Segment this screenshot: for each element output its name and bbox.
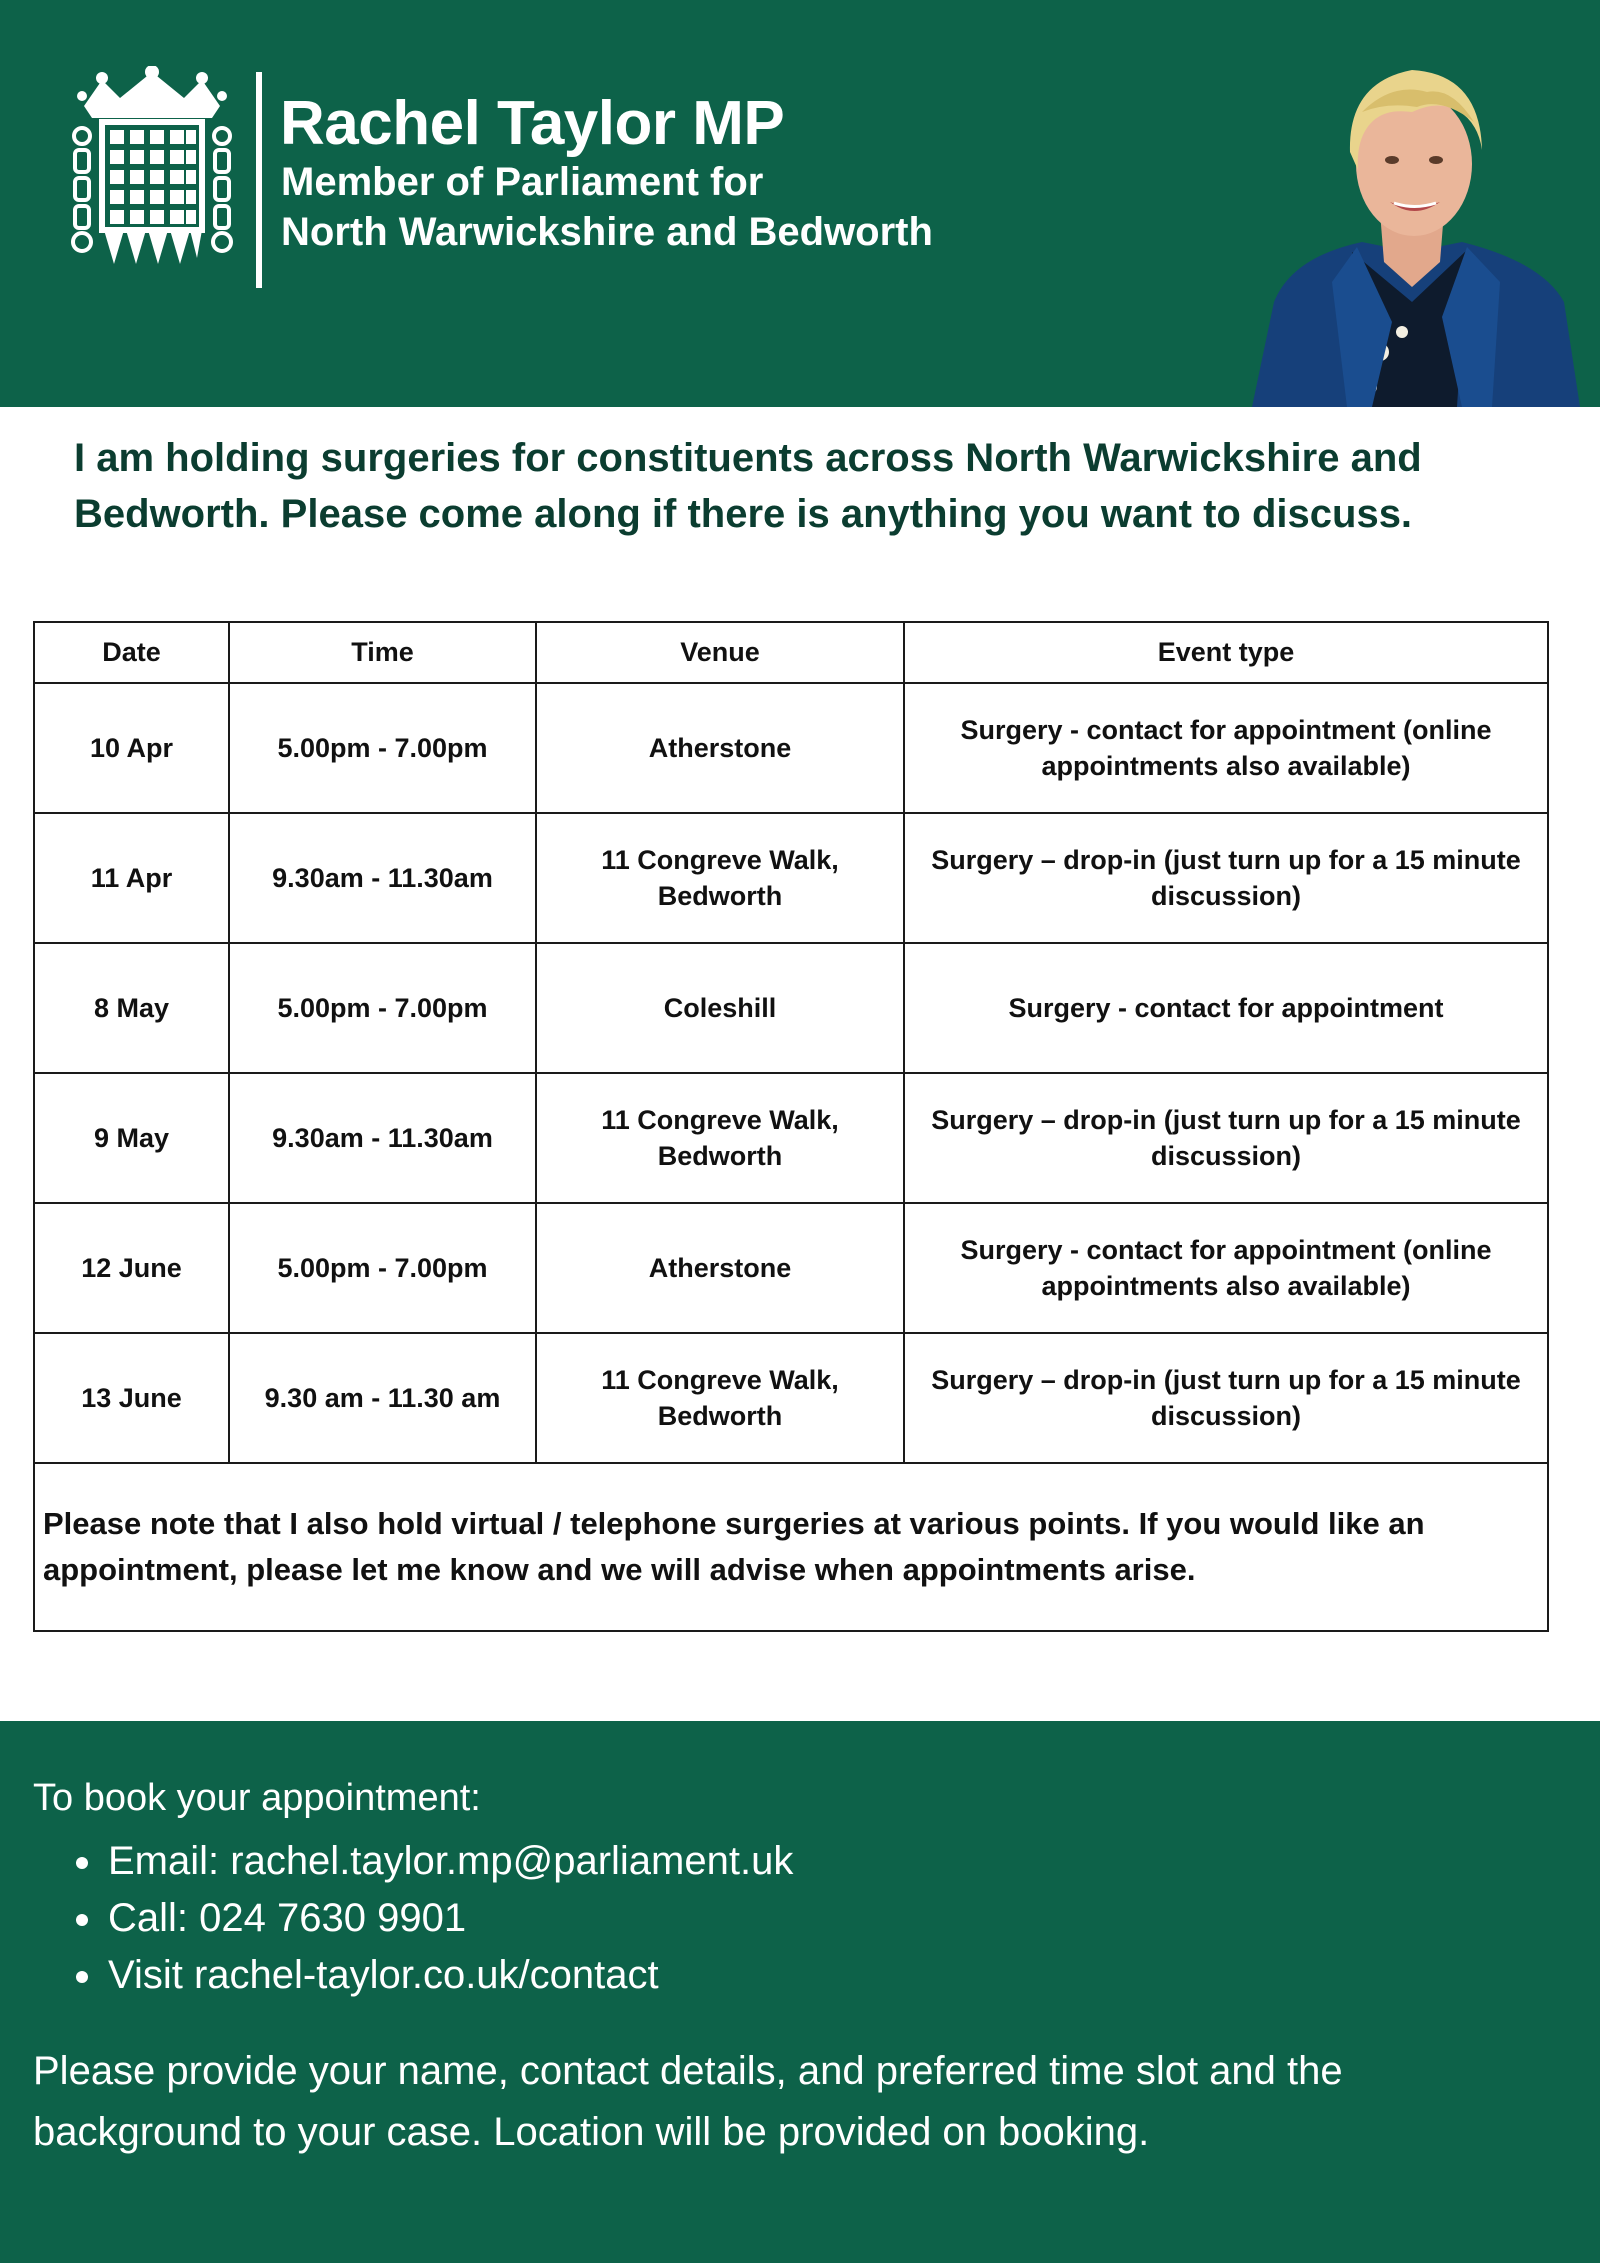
table-row [34,943,1548,1073]
mp-constituency: North Warwickshire and Bedworth [281,210,933,254]
header-banner [0,0,1600,407]
mp-portrait [1252,52,1580,407]
cell-date: 8 May [34,943,229,1073]
cell-date: 10 Apr [34,683,229,813]
virtual-surgery-note: Please note that I also hold virtual / telephone surgeries at various points. If you would like an appointment, please let me know and we will advise when appointments arise. [34,1463,1548,1631]
col-header-venue: Venue [536,622,904,683]
intro-text: I am holding surgeries for constituents across North Warwickshire and Bedworth. Please come along if there is anything you want to discuss. [74,436,1422,536]
col-header-event-type: Event type [904,622,1548,683]
cell-date: 13 June [34,1333,229,1463]
cell-time: 5.00pm - 7.00pm [229,943,536,1073]
cell-venue: Atherstone [536,683,904,813]
cell-venue: Atherstone [536,1203,904,1333]
booking-heading: To book your appointment: [33,1777,481,1819]
header-divider [256,72,262,288]
booking-contact-list [0,1833,1600,2004]
cell-venue: 11 Congreve Walk, Bedworth [536,813,904,943]
booking-instructions: Please provide your name, contact details, and preferred time slot and the background to your case. Location will be provided on booking. [33,2049,1343,2154]
table-row [34,1203,1548,1333]
cell-time: 9.30am - 11.30am [229,813,536,943]
cell-time: 5.00pm - 7.00pm [229,1203,536,1333]
cell-event-type: Surgery - contact for appointment [904,943,1548,1073]
mp-role: Member of Parliament for [281,160,764,204]
booking-footer [0,1721,1600,2263]
table-note-row [34,1463,1548,1631]
col-header-time: Time [229,622,536,683]
cell-venue: Coleshill [536,943,904,1073]
cell-event-type: Surgery – drop-in (just turn up for a 15 minute discussion) [904,1073,1548,1203]
cell-event-type: Surgery – drop-in (just turn up for a 15 minute discussion) [904,1333,1548,1463]
col-header-date: Date [34,622,229,683]
cell-time: 5.00pm - 7.00pm [229,683,536,813]
booking-phone[interactable]: Call: 024 7630 9901 [0,1890,1600,1947]
table-row [34,1073,1548,1203]
table-row [34,1333,1548,1463]
cell-date: 9 May [34,1073,229,1203]
cell-date: 12 June [34,1203,229,1333]
cell-event-type: Surgery - contact for appointment (online appointments also available) [904,683,1548,813]
portcullis-icon [62,66,242,276]
surgery-schedule-table [33,621,1549,1632]
booking-email[interactable]: Email: rachel.taylor.mp@parliament.uk [0,1833,1600,1890]
table-row [34,683,1548,813]
booking-website[interactable]: Visit rachel-taylor.co.uk/contact [0,1947,1600,2004]
mp-name: Rachel Taylor MP [280,89,785,158]
cell-time: 9.30 am - 11.30 am [229,1333,536,1463]
cell-date: 11 Apr [34,813,229,943]
cell-time: 9.30am - 11.30am [229,1073,536,1203]
cell-venue: 11 Congreve Walk, Bedworth [536,1073,904,1203]
cell-venue: 11 Congreve Walk, Bedworth [536,1333,904,1463]
cell-event-type: Surgery - contact for appointment (online appointments also available) [904,1203,1548,1333]
cell-event-type: Surgery – drop-in (just turn up for a 15 minute discussion) [904,813,1548,943]
table-header-row [34,622,1548,683]
table-row [34,813,1548,943]
